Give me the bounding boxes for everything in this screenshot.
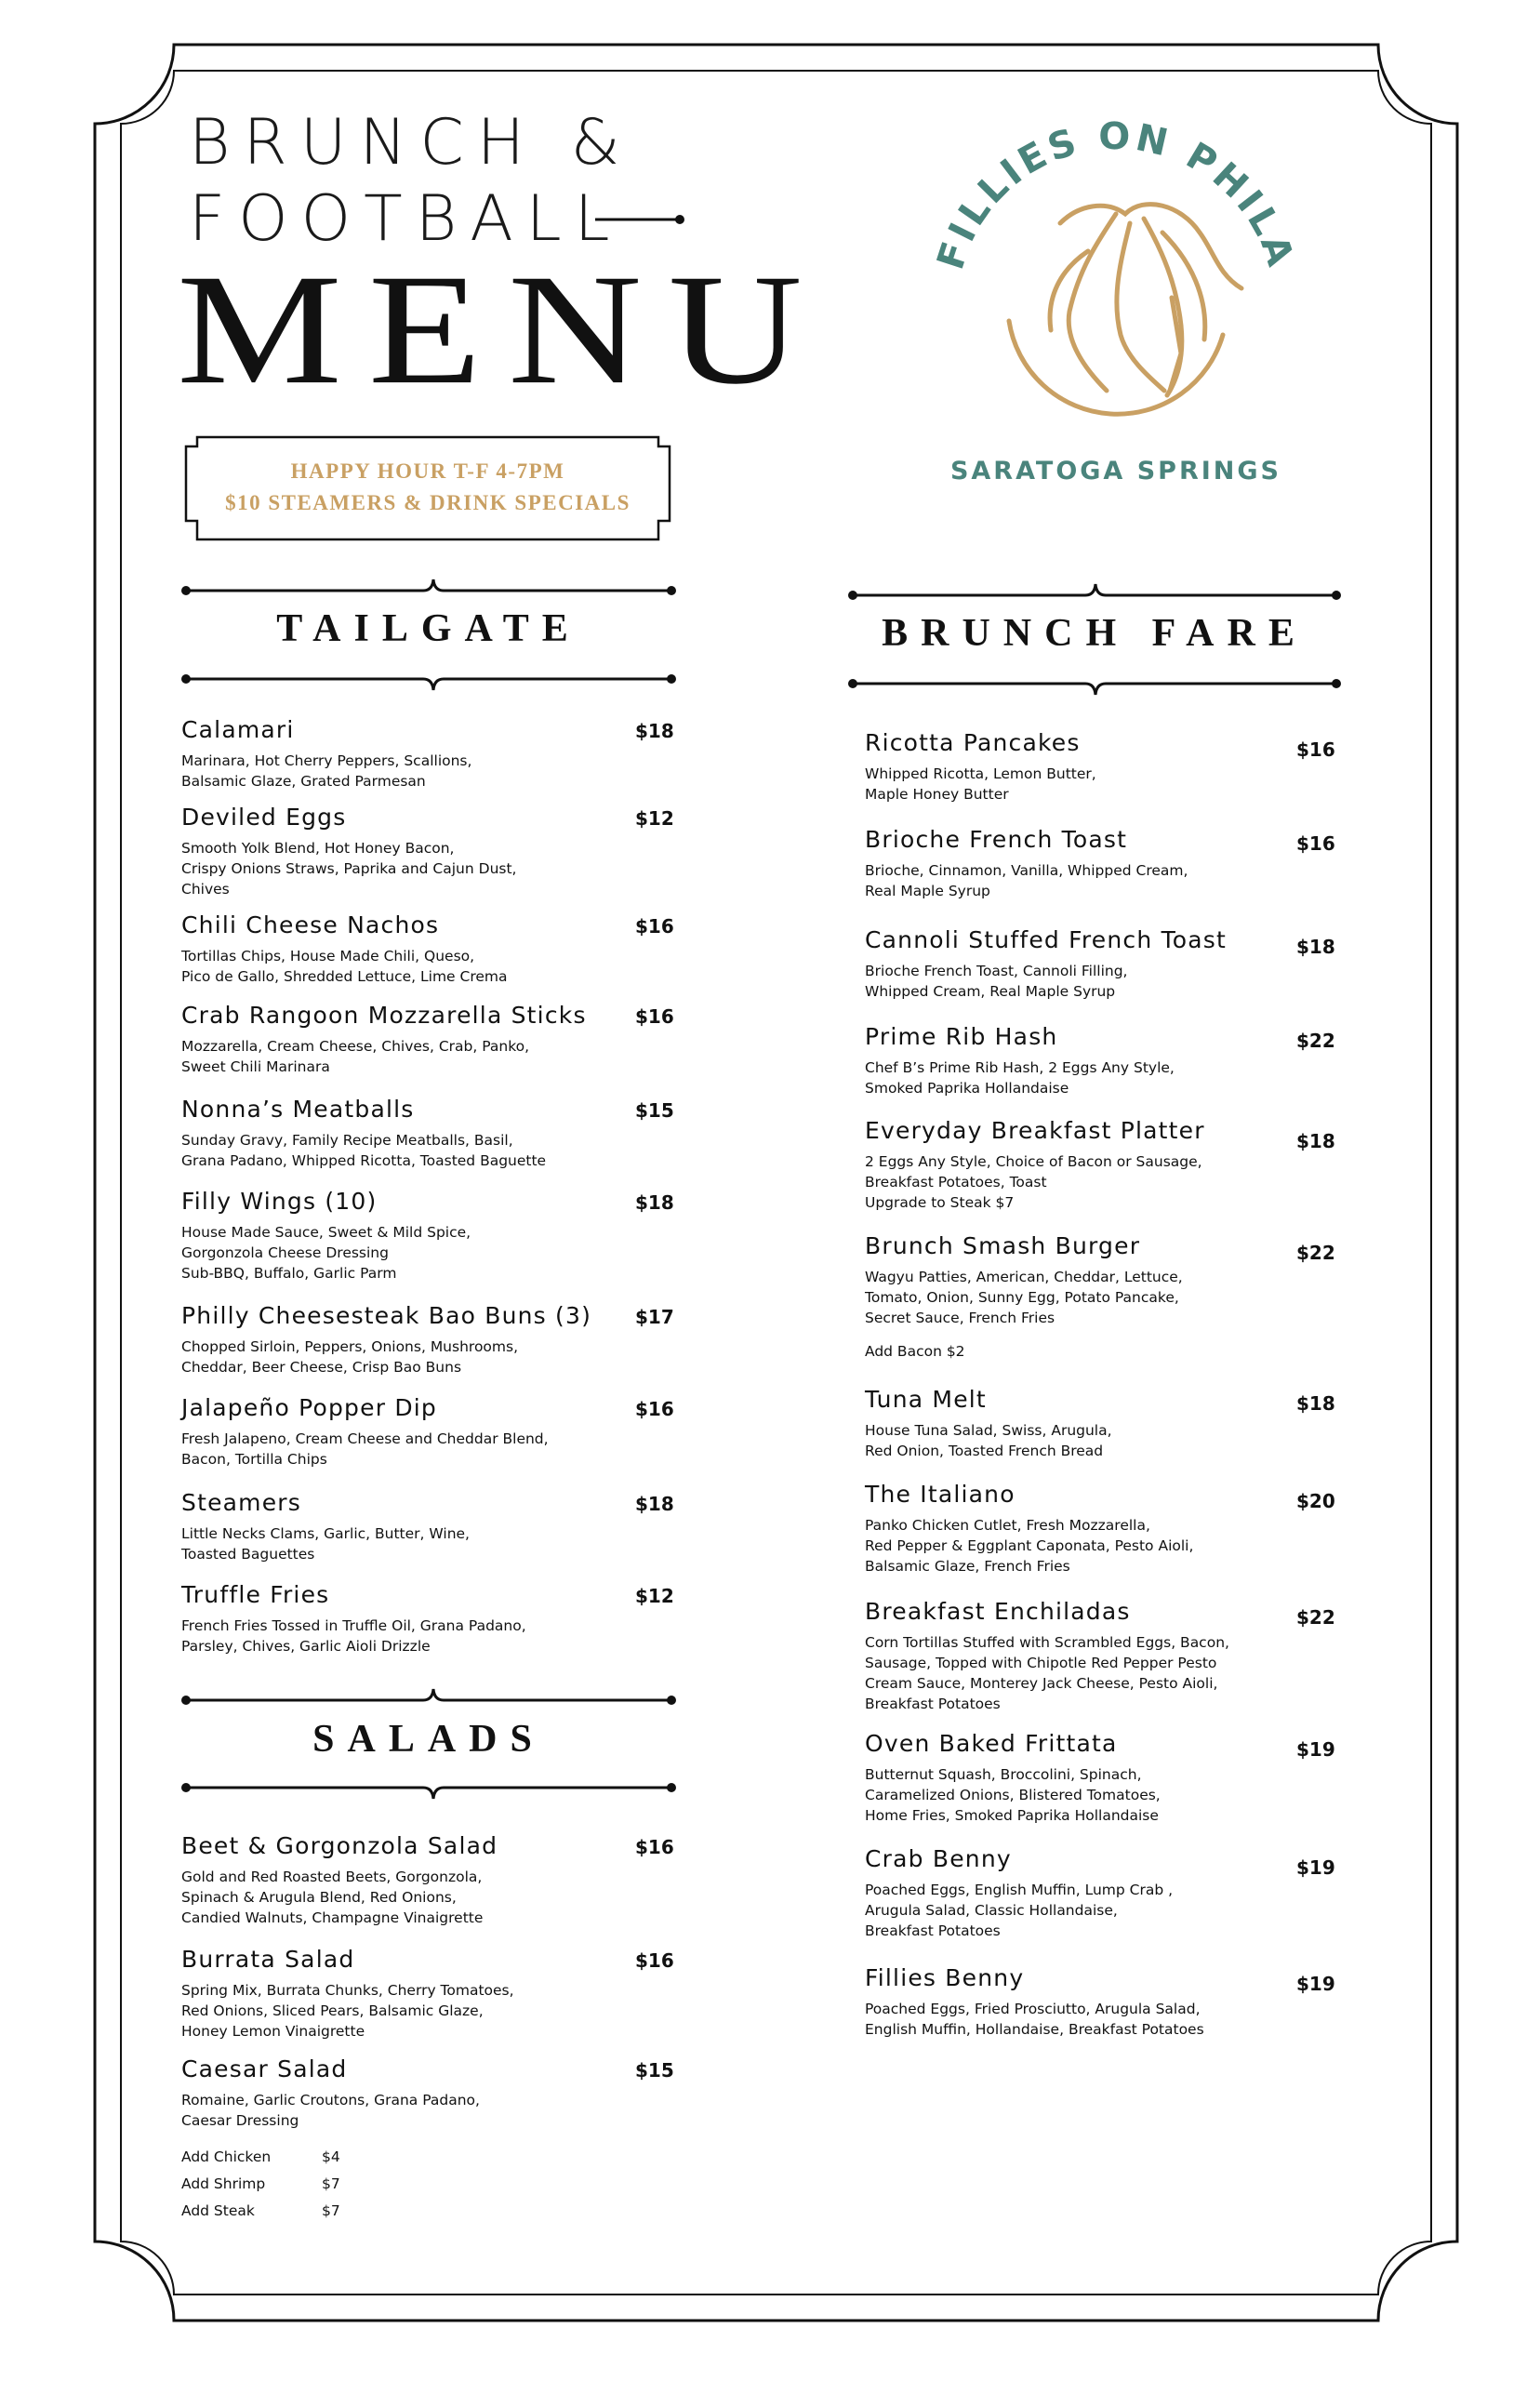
description-line: Chopped Sirloin, Peppers, Onions, Mushrooms, [181,1338,519,1355]
brunch-item-description [865,1151,1367,1213]
happy-hour-line2: $10 STEAMERS & DRINK SPECIALS [225,491,631,514]
description-line: Spring Mix, Burrata Chunks, Cherry Tomatoes, [181,1982,514,1999]
brunch-item-price: $19 [1296,1856,1335,1879]
tailgate-item-name: Philly Cheesesteak Bao Buns (3) [181,1302,592,1329]
description-line: English Muffin, Hollandaise, Breakfast Potatoes [865,2021,1204,2038]
salad-item-description [181,1867,684,1928]
salad-addon-price: $4 [322,2148,340,2165]
brunch-item-name: Crab Benny [865,1845,1012,1872]
description-line: House Tuna Salad, Swiss, Arugula, [865,1422,1112,1439]
tailgate-item-description [181,1222,684,1284]
description-line: Sub-BBQ, Buffalo, Garlic Parm [181,1265,397,1282]
horse-icon [1009,205,1241,415]
tailgate-item-price: $16 [635,1398,674,1420]
description-line: Crispy Onions Straws, Paprika and Cajun Dust, [181,860,517,877]
tailgate-item-name: Crab Rangoon Mozzarella Sticks [181,1002,587,1029]
description-line: Tomato, Onion, Sunny Egg, Potato Pancake, [865,1289,1179,1306]
brunch-item-name: Cannoli Stuffed French Toast [865,926,1228,953]
tailgate-item-name: Truffle Fries [181,1581,330,1608]
brunch-item [865,826,1367,901]
salad-item-name: Caesar Salad [181,2055,348,2082]
salad-item-description [181,2090,684,2131]
brunch-item-description [865,1267,1367,1328]
tailgate-item-description [181,1036,684,1077]
description-line: Gorgonzola Cheese Dressing [181,1244,389,1261]
description-line: Sunday Gravy, Family Recipe Meatballs, Basil, [181,1132,513,1149]
tailgate-item-description [181,1130,684,1171]
brunch-item [865,1023,1367,1098]
brunch-item-price: $18 [1296,1392,1335,1415]
description-line: Pico de Gallo, Shredded Lettuce, Lime Crema [181,968,508,985]
brunch-item-name: Oven Baked Frittata [865,1730,1118,1757]
tailgate-item-price: $18 [635,1191,674,1214]
salad-item-price: $16 [635,1949,674,1972]
salad-item-name: Burrata Salad [181,1946,355,1973]
tailgate-item [181,1394,684,1470]
menu-title: MENU [177,242,829,418]
description-line: Smooth Yolk Blend, Hot Honey Bacon, [181,840,455,857]
tailgate-item-name: Nonna’s Meatballs [181,1096,415,1123]
description-line: Real Maple Syrup [865,883,990,899]
brunch-item-price: $19 [1296,1973,1335,1995]
brunch-item-price: $22 [1296,1242,1335,1264]
description-line: Caramelized Onions, Blistered Tomatoes, [865,1787,1161,1803]
tailgate-item [181,1188,684,1284]
description-line: Breakfast Potatoes, Toast [865,1174,1047,1190]
brunch-item [865,926,1367,1002]
brunch-item-price: $16 [1296,832,1335,855]
brunch-item [865,1232,1367,1362]
description-line: Tortillas Chips, House Made Chili, Queso, [181,948,475,964]
tailgate-item-description [181,946,684,987]
brunch-item-description [865,1057,1367,1098]
description-line: Fresh Jalapeno, Cream Cheese and Cheddar Blend, [181,1430,549,1447]
description-line: Grana Padano, Whipped Ricotta, Toasted Baguette [181,1152,547,1169]
description-line: Gold and Red Roasted Beets, Gorgonzola, [181,1869,483,1885]
tailgate-item-name: Jalapeño Popper Dip [181,1394,437,1421]
brunch-item [865,1481,1367,1576]
description-line: Red Onions, Sliced Pears, Balsamic Glaze, [181,2002,484,2019]
brunch-item-extra: Add Bacon $2 [865,1343,965,1360]
tailgate-item [181,1581,684,1656]
header-brunch: BRUNCH & [189,106,633,180]
tailgate-item-description [181,1429,684,1470]
description-line: Panko Chicken Cutlet, Fresh Mozzarella, [865,1517,1150,1534]
section-title-salads: SALADS [312,1718,545,1761]
logo-bottom-text: SARATOGA SPRINGS [949,457,1282,486]
salad-item-name: Beet & Gorgonzola Salad [181,1832,498,1859]
brunch-item [865,1964,1367,2040]
description-line: Red Onion, Toasted French Bread [865,1443,1104,1459]
description-line: Cream Sauce, Monterey Jack Cheese, Pesto Aioli, [865,1675,1218,1692]
description-line: Whipped Cream, Real Maple Syrup [865,983,1116,1000]
description-line: Smoked Paprika Hollandaise [865,1080,1069,1097]
description-line: Caesar Dressing [181,2112,299,2129]
brunch-item-description [865,860,1367,901]
brunch-item-description [865,1632,1367,1714]
tailgate-item-price: $16 [635,1005,674,1028]
description-line: House Made Sauce, Sweet & Mild Spice, [181,1224,471,1241]
description-line: Toasted Baguettes [181,1546,315,1563]
tailgate-item [181,1002,684,1077]
description-line: Butternut Squash, Broccolini, Spinach, [865,1766,1142,1783]
tailgate-item [181,1302,684,1377]
logo-top-text: FILLIES ON PHILA [929,114,1303,275]
tailgate-item-price: $17 [635,1306,674,1328]
fillies-logo [921,112,1311,502]
description-line: French Fries Tossed in Truffle Oil, Grana Padano, [181,1617,526,1634]
brunch-item-name: Prime Rib Hash [865,1023,1058,1050]
description-line: Sweet Chili Marinara [181,1058,330,1075]
salad-addon-label: Add Shrimp [181,2175,266,2192]
header-football: FOOTBALL [189,182,623,256]
salad-item [181,1832,684,1928]
tailgate-item-price: $18 [635,720,674,742]
brunch-item-description [865,1420,1367,1461]
tailgate-item-description [181,1337,684,1377]
description-line: Chef B’s Prime Rib Hash, 2 Eggs Any Style, [865,1059,1175,1076]
brunch-item-name: Ricotta Pancakes [865,729,1081,756]
brunch-item-name: The Italiano [865,1481,1016,1508]
description-line: Upgrade to Steak $7 [865,1194,1015,1211]
description-line: Spinach & Arugula Blend, Red Onions, [181,1889,457,1906]
tailgate-item-name: Calamari [181,716,295,743]
brunch-item-description [865,961,1367,1002]
tailgate-item [181,716,684,791]
brunch-item-price: $18 [1296,936,1335,958]
brunch-item-price: $20 [1296,1490,1335,1512]
description-line: Brioche, Cinnamon, Vanilla, Whipped Cream, [865,862,1188,879]
salad-addon-label: Add Steak [181,2202,255,2219]
description-line: Balsamic Glaze, Grated Parmesan [181,773,426,790]
tailgate-item-description [181,1616,684,1656]
description-line: Poached Eggs, English Muffin, Lump Crab , [865,1882,1174,1898]
brunch-item-name: Brunch Smash Burger [865,1232,1141,1259]
description-line: Corn Tortillas Stuffed with Scrambled Eggs, Bacon, [865,1634,1229,1651]
description-line: Marinara, Hot Cherry Peppers, Scallions, [181,752,472,769]
salad-addon-label: Add Chicken [181,2148,272,2165]
salad-item [181,1946,684,2042]
description-line: 2 Eggs Any Style, Choice of Bacon or Sausage, [865,1153,1202,1170]
description-line: Secret Sauce, French Fries [865,1310,1055,1326]
description-line: Candied Walnuts, Champagne Vinaigrette [181,1909,484,1926]
description-line: Home Fries, Smoked Paprika Hollandaise [865,1807,1159,1824]
brunch-item [865,1386,1367,1461]
description-line: Cheddar, Beer Cheese, Crisp Bao Buns [181,1359,462,1376]
salad-item [181,2055,684,2131]
description-line: Arugula Salad, Classic Hollandaise, [865,1902,1118,1919]
tailgate-item [181,804,684,899]
brunch-item [865,1598,1367,1714]
description-line: Breakfast Potatoes [865,1922,1001,1939]
tailgate-item-description [181,1523,684,1564]
tailgate-item-price: $12 [635,807,674,830]
brunch-item-name: Everyday Breakfast Platter [865,1117,1205,1144]
brunch-item-name: Tuna Melt [865,1386,987,1413]
brunch-item-price: $22 [1296,1606,1335,1629]
brunch-item-price: $22 [1296,1030,1335,1052]
brunch-item [865,1730,1367,1826]
tailgate-item-description [181,751,684,791]
tailgate-item-name: Steamers [181,1489,302,1516]
description-line: Breakfast Potatoes [865,1696,1001,1712]
description-line: Red Pepper & Eggplant Caponata, Pesto Aioli, [865,1537,1194,1554]
brunch-item-price: $19 [1296,1738,1335,1761]
description-line: Sausage, Topped with Chipotle Red Pepper Pesto [865,1655,1217,1671]
brunch-item-description [865,1999,1367,2040]
tailgate-item [181,1489,684,1564]
brunch-item-price: $18 [1296,1130,1335,1152]
brunch-item [865,1117,1367,1213]
salad-addon-price: $7 [322,2175,340,2192]
section-title-brunch: BRUNCH FARE [882,612,1308,655]
description-line: Whipped Ricotta, Lemon Butter, [865,765,1096,782]
tailgate-item-price: $16 [635,915,674,938]
description-line: Parsley, Chives, Garlic Aioli Drizzle [181,1638,431,1655]
description-line: Maple Honey Butter [865,786,1009,803]
happy-hour-line1: HAPPY HOUR T-F 4-7PM [290,459,565,483]
description-line: Wagyu Patties, American, Cheddar, Lettuce, [865,1269,1183,1285]
brunch-item-price: $16 [1296,738,1335,761]
tailgate-item [181,911,684,987]
tailgate-item-description [181,838,684,899]
tailgate-item-name: Chili Cheese Nachos [181,911,440,938]
salad-item-price: $16 [635,1836,674,1858]
brunch-item-description [865,1880,1367,1941]
salad-item-description [181,1980,684,2042]
brunch-item [865,1845,1367,1941]
description-line: Bacon, Tortilla Chips [181,1451,327,1468]
tailgate-item [181,1096,684,1171]
description-line: Poached Eggs, Fried Prosciutto, Arugula Salad, [865,2001,1201,2017]
tailgate-item-name: Filly Wings (10) [181,1188,378,1215]
description-line: Brioche French Toast, Cannoli Filling, [865,963,1128,979]
brunch-item-description [865,1515,1367,1576]
brunch-item-name: Fillies Benny [865,1964,1025,1991]
salad-addon-price: $7 [322,2202,340,2219]
tailgate-item-name: Deviled Eggs [181,804,347,831]
brunch-item-description [865,764,1367,805]
brunch-item-name: Brioche French Toast [865,826,1128,853]
description-line: Romaine, Garlic Croutons, Grana Padano, [181,2092,480,2108]
tailgate-item-price: $12 [635,1585,674,1607]
description-line: Honey Lemon Vinaigrette [181,2023,365,2040]
description-line: Little Necks Clams, Garlic, Butter, Wine, [181,1525,470,1542]
description-line: Mozzarella, Cream Cheese, Chives, Crab, Panko, [181,1038,530,1055]
tailgate-item-price: $18 [635,1493,674,1515]
brunch-item-description [865,1764,1367,1826]
happy-hour-box [186,437,670,539]
description-line: Balsamic Glaze, French Fries [865,1558,1070,1575]
brunch-item [865,729,1367,805]
brunch-item-name: Breakfast Enchiladas [865,1598,1131,1625]
tailgate-item-price: $15 [635,1099,674,1122]
section-title-tailgate: TAILGATE [276,607,581,650]
salad-item-price: $15 [635,2059,674,2082]
description-line: Chives [181,881,230,898]
